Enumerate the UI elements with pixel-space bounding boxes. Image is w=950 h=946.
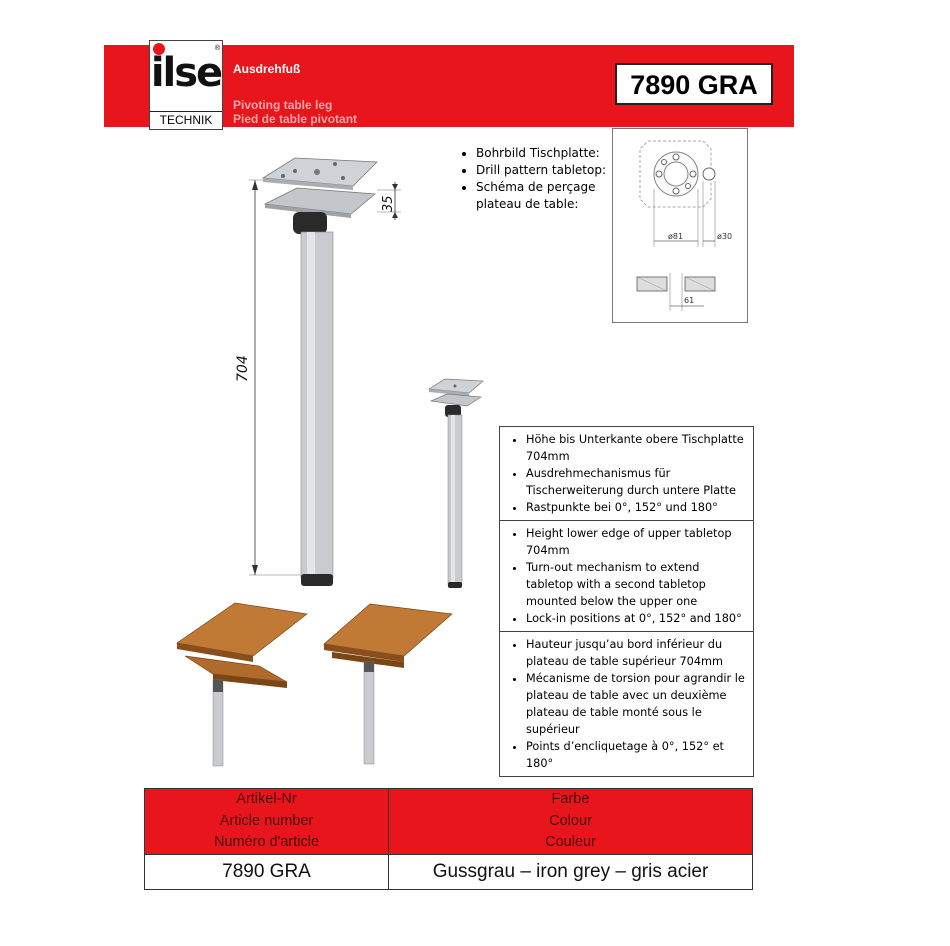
leg-tube — [301, 232, 333, 578]
title-french: Pied de table pivotant — [233, 112, 358, 126]
drill-item-fr: • Schéma de perçage — [476, 179, 606, 196]
info-de-2: • Ausdrehmechanismus für Tischerweiterung durch untere Platte — [526, 465, 749, 499]
spec-table-header-row — [145, 789, 753, 855]
table-illustration-closed — [322, 600, 457, 770]
info-fr-1: • Hauteur jusqu’au bord inférieur du plateau de table supérieur 704mm — [526, 636, 749, 670]
header-article-number — [145, 789, 389, 855]
info-section-english — [500, 521, 753, 632]
info-fr-3: • Points d’encliquetage à 0°, 152° et 180° — [526, 738, 749, 772]
spec-table-row — [145, 854, 753, 889]
header-article-en: Article number — [219, 812, 314, 829]
dim-61: 61 — [684, 296, 695, 305]
drill-item-en: • Drill pattern tabletop: — [476, 162, 606, 179]
info-section-french — [500, 632, 753, 776]
ilse-logo — [149, 40, 223, 130]
info-de-3: • Rastpunkte bei 0°, 152° und 180° — [526, 499, 749, 516]
title-german: Ausdrehfuß — [233, 62, 301, 76]
logo-word: ilse — [150, 50, 222, 96]
article-number-box: 7890 GRA — [615, 63, 773, 105]
info-de-1: • Höhe bis Unterkante obere Tischplatte 704mm — [526, 431, 749, 465]
title-english: Pivoting table leg — [233, 98, 333, 112]
info-section-german — [500, 427, 753, 521]
table-illustration-extended — [175, 598, 310, 770]
info-fr-2: • Mécanisme de torsion pour agrandir le plateau de table avec un deuxième plateau de table monté sous le supérieur — [526, 670, 749, 738]
dim-704: 704 — [235, 355, 251, 382]
feature-info-box — [499, 426, 754, 777]
dim-35: 35 — [381, 195, 396, 212]
header-article-de: Artikel-Nr — [236, 791, 297, 807]
drill-pattern-svg — [613, 129, 747, 322]
drill-item-fr-cont: plateau de table: — [476, 197, 579, 211]
leg-foot-cap — [301, 574, 333, 586]
spec-table — [144, 788, 753, 890]
drill-pattern-list — [458, 145, 606, 213]
logo-technik: TECHNIK — [150, 111, 222, 127]
header-colour-en: Colour — [549, 812, 592, 829]
info-en-1: • Height lower edge of upper tabletop 704mm — [526, 525, 749, 559]
leg-drawing-small — [425, 375, 487, 590]
header-colour-fr: Couleur — [545, 834, 596, 850]
info-en-3: • Lock-in positions at 0°, 152° and 180° — [526, 610, 749, 627]
dim-d30: ø30 — [717, 232, 733, 241]
cell-article-number: 7890 GRA — [145, 854, 389, 889]
header-colour-de: Farbe — [551, 791, 590, 807]
info-en-2: • Turn-out mechanism to extend tabletop with a second tabletop mounted below the upper one — [526, 559, 749, 610]
header-colour — [389, 789, 753, 855]
header-article-fr: Numéro d'article — [213, 834, 320, 850]
dim-d81: ø81 — [668, 232, 684, 241]
drill-pattern-drawing — [612, 128, 748, 323]
drill-item-de: • Bohrbild Tischplatte: — [476, 145, 606, 162]
cell-colour: Gussgrau – iron grey – gris acier — [389, 854, 753, 889]
logo-registered: ® — [214, 45, 220, 52]
leg-drawing-large — [235, 150, 415, 595]
